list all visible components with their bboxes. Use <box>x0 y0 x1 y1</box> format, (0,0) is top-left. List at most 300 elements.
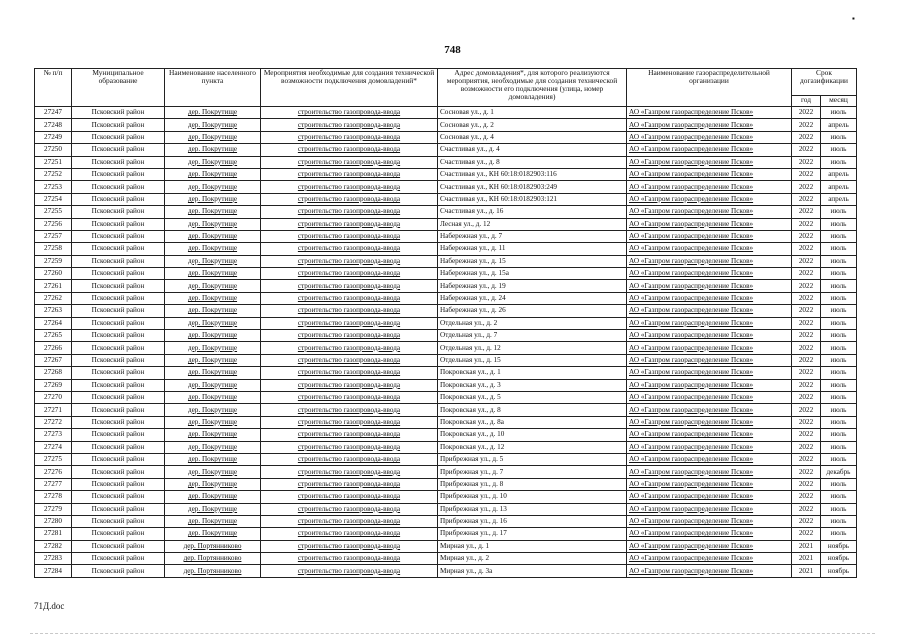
table-row <box>35 453 857 465</box>
scan-artifact <box>30 633 875 634</box>
cell-settlement: дер. Покрутище <box>165 292 261 304</box>
cell-district: Псковский район <box>72 206 165 218</box>
cell-number: 27269 <box>35 379 72 391</box>
cell-district: Псковский район <box>72 416 165 428</box>
cell-organization: АО «Газпром газораспределение Псков» <box>627 453 792 465</box>
cell-organization: АО «Газпром газораспределение Псков» <box>627 206 792 218</box>
cell-district: Псковский район <box>72 305 165 317</box>
cell-address: Набережная ул., д. 15 <box>438 255 627 267</box>
cell-year: 2022 <box>792 404 821 416</box>
cell-number: 27280 <box>35 515 72 527</box>
cell-month: июль <box>821 243 857 255</box>
cell-year: 2022 <box>792 429 821 441</box>
cell-number: 27258 <box>35 243 72 255</box>
cell-organization: АО «Газпром газораспределение Псков» <box>627 330 792 342</box>
cell-action: строительство газопровода-ввода <box>261 280 438 292</box>
cell-settlement: дер. Покрутище <box>165 391 261 403</box>
cell-district: Псковский район <box>72 168 165 180</box>
cell-address: Прибрежная ул., д. 8 <box>438 478 627 490</box>
cell-district: Псковский район <box>72 230 165 242</box>
cell-number: 27262 <box>35 292 72 304</box>
cell-address: Сосновая ул., д. 1 <box>438 107 627 119</box>
table-row <box>35 515 857 527</box>
cell-number: 27278 <box>35 491 72 503</box>
cell-address: Счастливая ул., КН 60:18:0182903:116 <box>438 168 627 180</box>
cell-organization: АО «Газпром газораспределение Псков» <box>627 466 792 478</box>
header-settlement: Наименование населенного пункта <box>165 69 261 107</box>
cell-district: Псковский район <box>72 391 165 403</box>
cell-address: Отдельная ул., д. 12 <box>438 342 627 354</box>
cell-month: июль <box>821 280 857 292</box>
table-row <box>35 305 857 317</box>
cell-address: Покровская ул., д. 8 <box>438 404 627 416</box>
table-row <box>35 144 857 156</box>
table-row <box>35 268 857 280</box>
cell-organization: АО «Газпром газораспределение Псков» <box>627 441 792 453</box>
cell-address: Лесная ул., д. 12 <box>438 218 627 230</box>
cell-district: Псковский район <box>72 491 165 503</box>
cell-action: строительство газопровода-ввода <box>261 503 438 515</box>
cell-action: строительство газопровода-ввода <box>261 429 438 441</box>
cell-district: Псковский район <box>72 181 165 193</box>
cell-year: 2022 <box>792 268 821 280</box>
cell-settlement: дер. Покрутище <box>165 416 261 428</box>
cell-number: 27260 <box>35 268 72 280</box>
cell-month: июль <box>821 342 857 354</box>
cell-organization: АО «Газпром газораспределение Псков» <box>627 391 792 403</box>
cell-month: июль <box>821 206 857 218</box>
cell-organization: АО «Газпром газораспределение Псков» <box>627 491 792 503</box>
cell-settlement: дер. Покрутище <box>165 515 261 527</box>
cell-month: июль <box>821 354 857 366</box>
cell-address: Прибрежная ул., д. 16 <box>438 515 627 527</box>
cell-district: Псковский район <box>72 268 165 280</box>
cell-year: 2022 <box>792 168 821 180</box>
cell-organization: АО «Газпром газораспределение Псков» <box>627 193 792 205</box>
cell-district: Псковский район <box>72 354 165 366</box>
cell-settlement: дер. Покрутище <box>165 144 261 156</box>
cell-year: 2022 <box>792 354 821 366</box>
cell-settlement: дер. Покрутище <box>165 156 261 168</box>
cell-month: июль <box>821 441 857 453</box>
table-row <box>35 156 857 168</box>
cell-organization: АО «Газпром газораспределение Псков» <box>627 255 792 267</box>
cell-month: июль <box>821 528 857 540</box>
cell-action: строительство газопровода-ввода <box>261 330 438 342</box>
cell-organization: АО «Газпром газораспределение Псков» <box>627 181 792 193</box>
cell-action: строительство газопровода-ввода <box>261 156 438 168</box>
cell-organization: АО «Газпром газораспределение Псков» <box>627 218 792 230</box>
table-row <box>35 441 857 453</box>
cell-action: строительство газопровода-ввода <box>261 553 438 565</box>
cell-year: 2022 <box>792 342 821 354</box>
cell-action: строительство газопровода-ввода <box>261 119 438 131</box>
cell-action: строительство газопровода-ввода <box>261 218 438 230</box>
cell-month: ноябрь <box>821 565 857 577</box>
cell-settlement: дер. Покрутище <box>165 404 261 416</box>
cell-settlement: дер. Покрутище <box>165 354 261 366</box>
cell-settlement: дер. Покрутище <box>165 441 261 453</box>
cell-month: июль <box>821 379 857 391</box>
cell-district: Псковский район <box>72 144 165 156</box>
cell-number: 27254 <box>35 193 72 205</box>
cell-year: 2022 <box>792 330 821 342</box>
cell-year: 2022 <box>792 107 821 119</box>
cell-district: Псковский район <box>72 367 165 379</box>
cell-number: 27273 <box>35 429 72 441</box>
cell-month: апрель <box>821 119 857 131</box>
cell-settlement: дер. Покрутище <box>165 528 261 540</box>
cell-address: Покровская ул., д. 3 <box>438 379 627 391</box>
table-row <box>35 243 857 255</box>
header-num: № п/п <box>35 69 72 107</box>
table-row <box>35 429 857 441</box>
header-year: год <box>792 95 821 106</box>
table-row <box>35 466 857 478</box>
cell-year: 2022 <box>792 391 821 403</box>
cell-district: Псковский район <box>72 540 165 552</box>
cell-settlement: дер. Покрутище <box>165 193 261 205</box>
cell-year: 2022 <box>792 367 821 379</box>
cell-settlement: дер. Покрутище <box>165 243 261 255</box>
table-row <box>35 391 857 403</box>
cell-number: 27266 <box>35 342 72 354</box>
cell-action: строительство газопровода-ввода <box>261 540 438 552</box>
table-row <box>35 131 857 143</box>
cell-number: 27277 <box>35 478 72 490</box>
cell-address: Прибрежная ул., д. 10 <box>438 491 627 503</box>
cell-organization: АО «Газпром газораспределение Псков» <box>627 144 792 156</box>
cell-district: Псковский район <box>72 404 165 416</box>
cell-year: 2022 <box>792 131 821 143</box>
cell-number: 27267 <box>35 354 72 366</box>
cell-year: 2022 <box>792 515 821 527</box>
cell-organization: АО «Газпром газораспределение Псков» <box>627 404 792 416</box>
gasification-table <box>34 68 857 578</box>
cell-organization: АО «Газпром газораспределение Псков» <box>627 565 792 577</box>
cell-address: Прибрежная ул., д. 7 <box>438 466 627 478</box>
cell-year: 2022 <box>792 441 821 453</box>
cell-number: 27250 <box>35 144 72 156</box>
cell-number: 27272 <box>35 416 72 428</box>
cell-month: июль <box>821 317 857 329</box>
table-row <box>35 491 857 503</box>
cell-address: Мирная ул., д. 3а <box>438 565 627 577</box>
cell-district: Псковский район <box>72 565 165 577</box>
cell-number: 27261 <box>35 280 72 292</box>
cell-month: июль <box>821 491 857 503</box>
cell-organization: АО «Газпром газораспределение Псков» <box>627 230 792 242</box>
cell-district: Псковский район <box>72 243 165 255</box>
cell-year: 2022 <box>792 466 821 478</box>
cell-number: 27252 <box>35 168 72 180</box>
cell-settlement: дер. Портянниково <box>165 553 261 565</box>
cell-address: Сосновая ул., д. 2 <box>438 119 627 131</box>
cell-month: июль <box>821 453 857 465</box>
table-row <box>35 565 857 577</box>
cell-month: июль <box>821 218 857 230</box>
cell-month: июль <box>821 255 857 267</box>
cell-address: Счастливая ул., КН 60:18:0182903:121 <box>438 193 627 205</box>
cell-address: Счастливая ул., д. 16 <box>438 206 627 218</box>
cell-address: Счастливая ул., д. 8 <box>438 156 627 168</box>
table-row <box>35 478 857 490</box>
cell-year: 2022 <box>792 206 821 218</box>
cell-action: строительство газопровода-ввода <box>261 466 438 478</box>
table-row <box>35 280 857 292</box>
table-row <box>35 218 857 230</box>
cell-organization: АО «Газпром газораспределение Псков» <box>627 305 792 317</box>
document-filename: 71Д.doc <box>34 601 65 611</box>
cell-number: 27279 <box>35 503 72 515</box>
cell-year: 2022 <box>792 305 821 317</box>
cell-organization: АО «Газпром газораспределение Псков» <box>627 131 792 143</box>
cell-year: 2022 <box>792 255 821 267</box>
cell-district: Псковский район <box>72 218 165 230</box>
cell-month: июль <box>821 367 857 379</box>
cell-year: 2021 <box>792 540 821 552</box>
cell-action: строительство газопровода-ввода <box>261 317 438 329</box>
cell-action: строительство газопровода-ввода <box>261 491 438 503</box>
cell-year: 2022 <box>792 230 821 242</box>
cell-year: 2022 <box>792 181 821 193</box>
cell-action: строительство газопровода-ввода <box>261 305 438 317</box>
cell-organization: АО «Газпром газораспределение Псков» <box>627 119 792 131</box>
cell-organization: АО «Газпром газораспределение Псков» <box>627 416 792 428</box>
table-row <box>35 540 857 552</box>
scan-mark: ▪ <box>852 14 855 23</box>
cell-number: 27256 <box>35 218 72 230</box>
cell-year: 2022 <box>792 156 821 168</box>
cell-settlement: дер. Покрутище <box>165 379 261 391</box>
cell-district: Псковский район <box>72 156 165 168</box>
cell-settlement: дер. Покрутище <box>165 491 261 503</box>
cell-district: Псковский район <box>72 255 165 267</box>
cell-address: Счастливая ул., д. 4 <box>438 144 627 156</box>
cell-action: строительство газопровода-ввода <box>261 416 438 428</box>
cell-number: 27253 <box>35 181 72 193</box>
cell-action: строительство газопровода-ввода <box>261 131 438 143</box>
cell-year: 2022 <box>792 491 821 503</box>
cell-number: 27281 <box>35 528 72 540</box>
cell-month: июль <box>821 503 857 515</box>
cell-organization: АО «Газпром газораспределение Псков» <box>627 156 792 168</box>
cell-action: строительство газопровода-ввода <box>261 441 438 453</box>
cell-action: строительство газопровода-ввода <box>261 268 438 280</box>
header-month: месяц <box>821 95 857 106</box>
table-row <box>35 553 857 565</box>
cell-address: Прибрежная ул., д. 13 <box>438 503 627 515</box>
cell-month: июль <box>821 292 857 304</box>
cell-district: Псковский район <box>72 478 165 490</box>
cell-settlement: дер. Покрутище <box>165 206 261 218</box>
cell-district: Псковский район <box>72 441 165 453</box>
cell-organization: АО «Газпром газораспределение Псков» <box>627 553 792 565</box>
cell-organization: АО «Газпром газораспределение Псков» <box>627 268 792 280</box>
cell-settlement: дер. Покрутище <box>165 466 261 478</box>
cell-year: 2022 <box>792 280 821 292</box>
cell-address: Прибрежная ул., д. 17 <box>438 528 627 540</box>
cell-action: строительство газопровода-ввода <box>261 478 438 490</box>
cell-action: строительство газопровода-ввода <box>261 565 438 577</box>
cell-organization: АО «Газпром газораспределение Псков» <box>627 540 792 552</box>
cell-settlement: дер. Покрутище <box>165 268 261 280</box>
cell-number: 27264 <box>35 317 72 329</box>
cell-district: Псковский район <box>72 292 165 304</box>
cell-number: 27259 <box>35 255 72 267</box>
cell-number: 27263 <box>35 305 72 317</box>
cell-settlement: дер. Покрутище <box>165 429 261 441</box>
cell-settlement: дер. Покрутище <box>165 230 261 242</box>
cell-organization: АО «Газпром газораспределение Псков» <box>627 317 792 329</box>
cell-action: строительство газопровода-ввода <box>261 404 438 416</box>
cell-district: Псковский район <box>72 330 165 342</box>
cell-year: 2022 <box>792 379 821 391</box>
cell-month: июль <box>821 131 857 143</box>
cell-month: июль <box>821 404 857 416</box>
cell-number: 27270 <box>35 391 72 403</box>
cell-address: Покровская ул., д. 1 <box>438 367 627 379</box>
cell-action: строительство газопровода-ввода <box>261 206 438 218</box>
table-row <box>35 255 857 267</box>
cell-settlement: дер. Покрутище <box>165 107 261 119</box>
cell-action: строительство газопровода-ввода <box>261 515 438 527</box>
cell-settlement: дер. Покрутище <box>165 330 261 342</box>
cell-address: Набережная ул., д. 24 <box>438 292 627 304</box>
cell-action: строительство газопровода-ввода <box>261 243 438 255</box>
cell-action: строительство газопровода-ввода <box>261 391 438 403</box>
table-row <box>35 416 857 428</box>
cell-action: строительство газопровода-ввода <box>261 354 438 366</box>
cell-year: 2022 <box>792 528 821 540</box>
cell-settlement: дер. Покрутище <box>165 453 261 465</box>
cell-year: 2022 <box>792 416 821 428</box>
cell-address: Отдельная ул., д. 15 <box>438 354 627 366</box>
cell-action: строительство газопровода-ввода <box>261 255 438 267</box>
cell-district: Псковский район <box>72 515 165 527</box>
table-row <box>35 342 857 354</box>
cell-organization: АО «Газпром газораспределение Псков» <box>627 243 792 255</box>
cell-month: июль <box>821 515 857 527</box>
cell-settlement: дер. Портянниково <box>165 565 261 577</box>
cell-month: апрель <box>821 181 857 193</box>
cell-organization: АО «Газпром газораспределение Псков» <box>627 429 792 441</box>
cell-month: июль <box>821 268 857 280</box>
cell-organization: АО «Газпром газораспределение Псков» <box>627 292 792 304</box>
table-body <box>35 107 857 578</box>
table-row <box>35 107 857 119</box>
cell-district: Псковский район <box>72 528 165 540</box>
cell-number: 27283 <box>35 553 72 565</box>
cell-month: декабрь <box>821 466 857 478</box>
cell-district: Псковский район <box>72 131 165 143</box>
cell-year: 2022 <box>792 478 821 490</box>
cell-settlement: дер. Покрутище <box>165 181 261 193</box>
cell-number: 27249 <box>35 131 72 143</box>
cell-month: ноябрь <box>821 540 857 552</box>
cell-settlement: дер. Покрутище <box>165 367 261 379</box>
cell-action: строительство газопровода-ввода <box>261 107 438 119</box>
cell-month: июль <box>821 391 857 403</box>
cell-month: июль <box>821 429 857 441</box>
cell-settlement: дер. Покрутище <box>165 478 261 490</box>
cell-address: Набережная ул., д. 11 <box>438 243 627 255</box>
cell-address: Набережная ул., д. 7 <box>438 230 627 242</box>
cell-year: 2021 <box>792 553 821 565</box>
cell-settlement: дер. Покрутище <box>165 305 261 317</box>
cell-action: строительство газопровода-ввода <box>261 367 438 379</box>
cell-organization: АО «Газпром газораспределение Псков» <box>627 342 792 354</box>
cell-organization: АО «Газпром газораспределение Псков» <box>627 280 792 292</box>
cell-settlement: дер. Покрутище <box>165 342 261 354</box>
cell-month: июль <box>821 416 857 428</box>
cell-settlement: дер. Покрутище <box>165 218 261 230</box>
cell-address: Сосновая ул., д. 4 <box>438 131 627 143</box>
table-row <box>35 367 857 379</box>
cell-organization: АО «Газпром газораспределение Псков» <box>627 478 792 490</box>
cell-organization: АО «Газпром газораспределение Псков» <box>627 367 792 379</box>
cell-organization: АО «Газпром газораспределение Псков» <box>627 354 792 366</box>
cell-organization: АО «Газпром газораспределение Псков» <box>627 528 792 540</box>
table-row <box>35 230 857 242</box>
cell-year: 2022 <box>792 144 821 156</box>
cell-district: Псковский район <box>72 553 165 565</box>
cell-year: 2022 <box>792 193 821 205</box>
cell-month: июль <box>821 107 857 119</box>
cell-address: Мирная ул., д. 1 <box>438 540 627 552</box>
cell-year: 2022 <box>792 243 821 255</box>
cell-year: 2022 <box>792 119 821 131</box>
cell-number: 27274 <box>35 441 72 453</box>
cell-district: Псковский район <box>72 503 165 515</box>
cell-district: Псковский район <box>72 342 165 354</box>
cell-year: 2022 <box>792 503 821 515</box>
cell-district: Псковский район <box>72 280 165 292</box>
cell-address: Счастливая ул., КН 60:18:0182903:249 <box>438 181 627 193</box>
cell-action: строительство газопровода-ввода <box>261 181 438 193</box>
cell-month: июль <box>821 156 857 168</box>
cell-action: строительство газопровода-ввода <box>261 453 438 465</box>
table-row <box>35 206 857 218</box>
cell-address: Отдельная ул., д. 2 <box>438 317 627 329</box>
cell-number: 27276 <box>35 466 72 478</box>
cell-organization: АО «Газпром газораспределение Псков» <box>627 503 792 515</box>
cell-district: Псковский район <box>72 453 165 465</box>
table-row <box>35 193 857 205</box>
table-row <box>35 119 857 131</box>
cell-district: Псковский район <box>72 107 165 119</box>
header-deadline: Срок догазификации <box>792 69 857 96</box>
header-address: Адрес домовладения*, для которого реализуются мероприятия, необходимые для создания технической возможности его подключения (улица, номер домовладения) <box>438 69 627 107</box>
cell-month: апрель <box>821 193 857 205</box>
cell-address: Покровская ул., д. 10 <box>438 429 627 441</box>
cell-action: строительство газопровода-ввода <box>261 230 438 242</box>
cell-month: апрель <box>821 168 857 180</box>
cell-month: июль <box>821 305 857 317</box>
cell-organization: АО «Газпром газораспределение Псков» <box>627 168 792 180</box>
cell-action: строительство газопровода-ввода <box>261 168 438 180</box>
cell-district: Псковский район <box>72 193 165 205</box>
cell-month: июль <box>821 330 857 342</box>
cell-number: 27282 <box>35 540 72 552</box>
cell-address: Прибрежная ул., д. 5 <box>438 453 627 465</box>
cell-organization: АО «Газпром газораспределение Псков» <box>627 107 792 119</box>
cell-month: ноябрь <box>821 553 857 565</box>
cell-action: строительство газопровода-ввода <box>261 144 438 156</box>
table-row <box>35 503 857 515</box>
table-row <box>35 404 857 416</box>
cell-address: Мирная ул., д. 2 <box>438 553 627 565</box>
